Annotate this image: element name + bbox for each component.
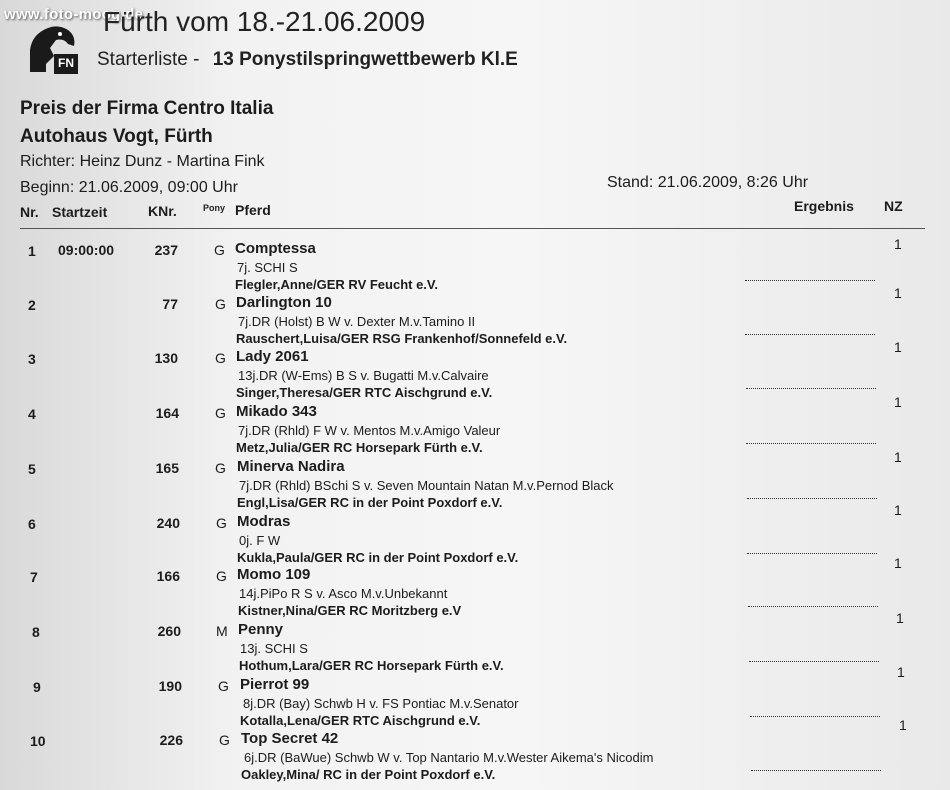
entry-nz: 1 [894,502,902,518]
column-header-nr: Nr. [20,204,39,220]
list-item [0,449,950,510]
entry-pony: G [215,460,226,476]
entry-description: 7j.DR (Rhld) F W v. Mentos M.v.Amigo Valeur [238,423,501,438]
entry-nz: 1 [896,610,904,626]
column-header-pferd: Pferd [235,202,271,218]
entry-description: 7j.DR (Holst) B W v. Dexter M.v.Tamino II [238,314,476,329]
entry-nz: 1 [894,285,902,301]
entry-knr: 164 [155,405,179,421]
column-header-pony: Pony [203,203,226,213]
event-title: Fürth vom 18.-21.06.2009 [103,6,426,37]
entry-knr: 130 [154,350,178,366]
entry-knr: 240 [156,515,180,531]
entry-nr: 9 [33,679,41,695]
entry-result-field [745,327,875,335]
entry-pony: G [216,515,227,531]
entry-description: 14j.PiPo R S v. Asco M.v.Unbekannt [239,586,448,601]
entry-nr: 7 [30,569,38,585]
watermark: www.foto-moog.de [4,6,144,23]
entry-pony: G [214,242,225,258]
entry-result-field [748,599,878,607]
entry-result-field [747,491,877,499]
entry-nz: 1 [897,664,905,680]
entry-result-field [749,654,879,662]
entry-start-time: 09:00:00 [58,242,115,258]
subtitle [97,49,518,71]
entry-nr: 6 [28,516,36,532]
entry-description: 0j. F W [239,533,281,548]
entry-nz: 1 [894,236,902,252]
entry-rider: Hothum,Lara/GER RC Horsepark Fürth e.V. [239,658,504,673]
header-divider [20,228,925,229]
entry-nz: 1 [899,717,907,733]
list-item [0,394,950,455]
entry-rider: Kistner,Nina/GER RC Moritzberg e.V [238,603,462,618]
list-item [0,233,950,292]
entry-horse: Pierrot 99 [240,676,310,693]
entry-pony: G [215,405,226,421]
status-timestamp: Stand: 21.06.2009, 8:26 Uhr [607,174,809,191]
entry-result-field [745,273,875,281]
entry-nr: 10 [30,733,46,749]
entry-pony: G [219,732,230,748]
entry-nz: 1 [894,555,902,571]
entry-rider: Kukla,Paula/GER RC in der Point Poxdorf e.V. [237,550,519,565]
entry-rider: Singer,Theresa/GER RTC Aischgrund e.V. [236,385,493,400]
entry-pony: G [216,568,227,584]
sponsor-line-1: Preis der Firma Centro Italia [20,98,274,119]
entry-horse: Top Secret 42 [241,730,339,747]
entry-horse: Darlington 10 [236,294,332,311]
entry-rider: Rauschert,Luisa/GER RSG Frankenhof/Sonnefeld e.V. [236,331,568,346]
entry-rider: Flegler,Anne/GER RV Feucht e.V. [235,277,439,292]
entry-pony: G [215,350,226,366]
entry-rider: Kotalla,Lena/GER RTC Aischgrund e.V. [240,713,481,728]
entry-description: 7j.DR (Rhld) BSchi S v. Seven Mountain Natan M.v.Pernod Black [239,478,614,493]
entry-result-field [747,546,877,554]
entry-rider: Oakley,Mina/ RC in der Point Poxdorf e.V. [241,767,496,782]
horse-head-logo-icon [24,20,80,76]
entry-nr: 8 [32,624,40,640]
entry-knr: 165 [155,460,179,476]
entry-result-field [746,381,876,389]
logo-text: FN [58,56,74,70]
entry-nr: 4 [28,406,36,422]
entry-pony: G [218,678,229,694]
start-time: Beginn: 21.06.2009, 09:00 Uhr [20,179,238,196]
entry-knr: 237 [154,242,178,258]
entry-knr: 226 [159,732,183,748]
entry-pony: G [215,296,226,312]
entry-horse: Comptessa [235,240,316,257]
entry-horse: Mikado 343 [236,403,317,420]
entry-result-field [746,436,876,444]
column-header-nz: NZ [884,198,903,214]
entry-description: 13j. SCHI S [240,641,308,656]
list-item [0,339,950,400]
entry-nr: 1 [28,243,36,259]
entry-knr: 260 [157,623,181,639]
entry-rider: Engl,Lisa/GER RC in der Point Poxdorf e.V. [237,495,503,510]
entry-rider: Metz,Julia/GER RC Horsepark Fürth e.V. [236,440,483,455]
entry-horse: Minerva Nadira [237,458,345,475]
entry-knr: 190 [158,678,182,694]
entry-nr: 3 [28,351,36,367]
entry-nr: 2 [28,297,36,313]
entry-result-field [751,763,881,771]
entry-description: 6j.DR (BaWue) Schwb W v. Top Nantario M.v.Wester Aikema's Nicodim [244,750,654,765]
entry-nz: 1 [894,394,902,410]
entry-horse: Modras [237,513,291,530]
entry-horse: Momo 109 [237,566,311,583]
column-header-ergebnis: Ergebnis [794,198,854,214]
judges: Richter: Heinz Dunz - Martina Fink [20,153,265,170]
competition-name: 13 Ponystilspringwettbewerb Kl.E [212,49,518,70]
entry-nz: 1 [894,339,902,355]
entry-knr: 166 [156,568,180,584]
entry-result-field [750,709,880,717]
list-item [0,285,950,346]
entry-horse: Lady 2061 [236,348,309,365]
entry-nz: 1 [894,449,902,465]
entry-pony: M [216,623,228,639]
entry-description: 7j. SCHI S [237,260,298,275]
entry-horse: Penny [238,621,284,638]
sponsor-line-2: Autohaus Vogt, Fürth [20,126,213,147]
entry-description: 13j.DR (W-Ems) B S v. Bugatti M.v.Calvaire [238,368,489,383]
subtitle-prefix: Starterliste - [97,49,200,70]
column-header-startzeit: Startzeit [52,204,108,220]
entry-description: 8j.DR (Bay) Schwb H v. FS Pontiac M.v.Senator [243,696,519,711]
column-header-knr: KNr. [148,203,177,219]
entry-nr: 5 [28,461,36,477]
entry-knr: 77 [162,296,178,312]
